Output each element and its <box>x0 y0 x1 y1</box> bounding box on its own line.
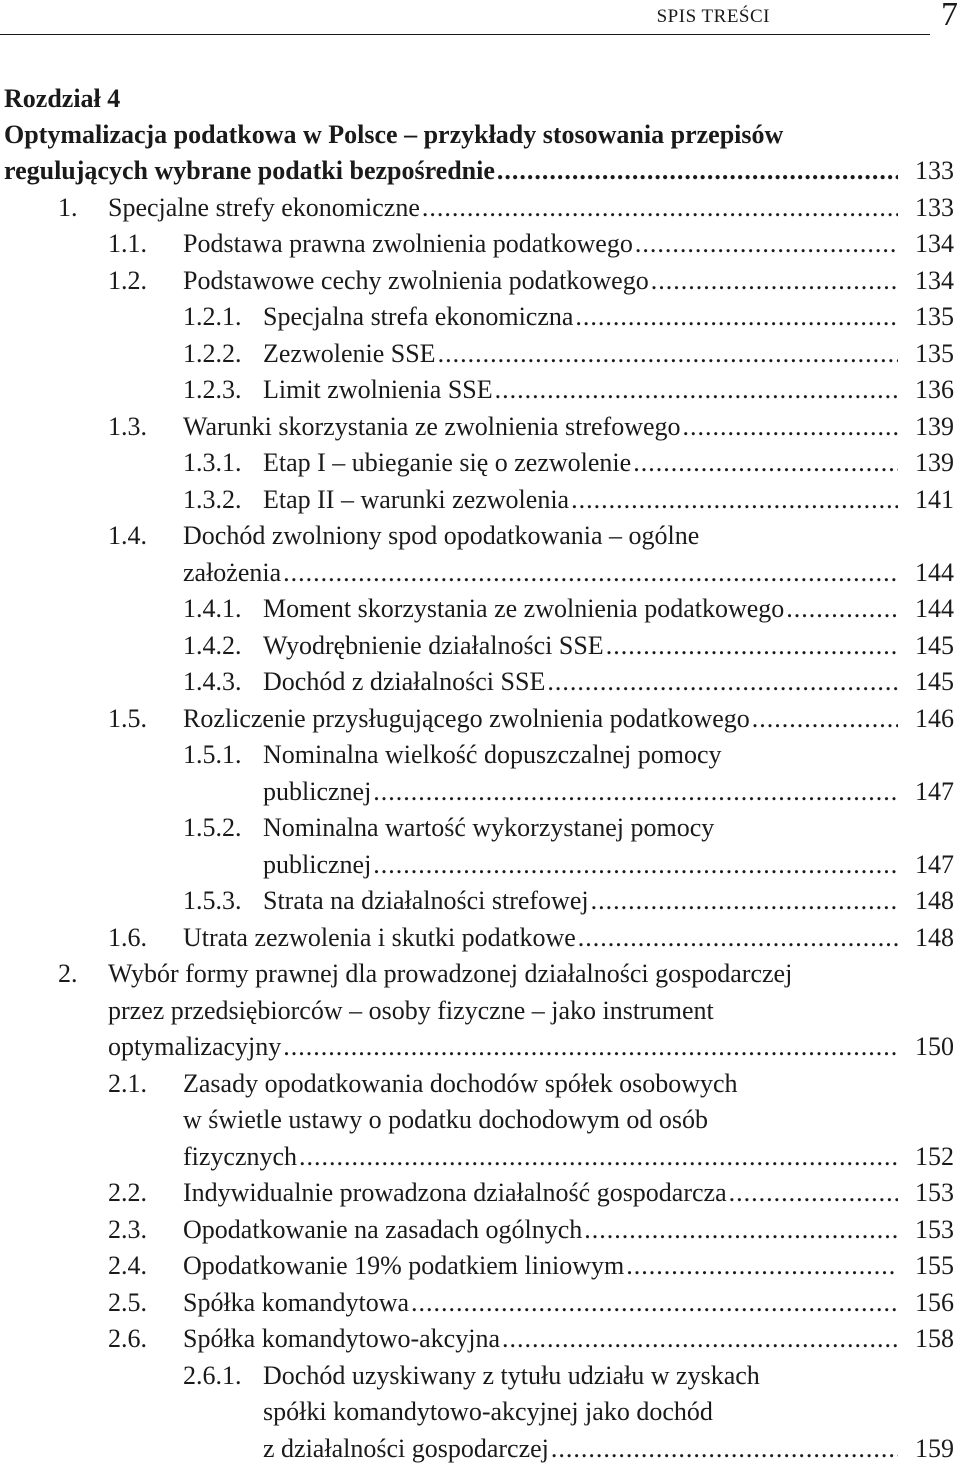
toc-entry-number: 1.1. <box>108 226 147 263</box>
dot-leader <box>575 299 898 336</box>
toc-entry-line <box>0 299 960 336</box>
toc-entry-page: 139 <box>902 445 960 482</box>
toc-entry-page: 133 <box>902 190 960 227</box>
toc-entry-line <box>0 920 960 957</box>
toc-entries <box>0 190 960 1467</box>
toc-entry <box>0 336 960 373</box>
toc-entry-line <box>0 1102 960 1139</box>
toc-entry-page: 141 <box>902 482 960 519</box>
dot-leader <box>411 1285 898 1322</box>
dot-leader <box>729 1175 898 1212</box>
toc-entry <box>0 591 960 628</box>
toc-entry <box>0 263 960 300</box>
toc-entry <box>0 190 960 227</box>
toc-entry-title: przez przedsiębiorców – osoby fizyczne – jako instrument <box>108 993 714 1030</box>
chapter-page: 133 <box>902 153 960 190</box>
toc-entry-number: 1.4.2. <box>183 628 242 665</box>
toc-entry-number: 1.2.1. <box>183 299 242 336</box>
toc-entry-title: Dochód z działalności SSE <box>263 664 545 701</box>
toc-entry-title: Opodatkowanie na zasadach ogólnych <box>183 1212 582 1249</box>
toc-entry-title: spółki komandytowo-akcyjnej jako dochód <box>263 1394 713 1431</box>
toc-entry-title: Utrata zezwolenia i skutki podatkowe <box>183 920 576 957</box>
toc-entry-page: 146 <box>902 701 960 738</box>
toc-entry <box>0 737 960 810</box>
dot-leader <box>606 628 898 665</box>
toc-entry-number: 1.5.2. <box>183 810 242 847</box>
toc-entry-number: 1.4. <box>108 518 147 555</box>
toc-entry-page: 148 <box>902 883 960 920</box>
toc-entry-line <box>0 409 960 446</box>
toc-entry-line <box>0 883 960 920</box>
toc-entry-page: 153 <box>902 1175 960 1212</box>
toc-entry-line <box>0 190 960 227</box>
toc-entry-line <box>0 1358 960 1395</box>
toc-entry-number: 2.6. <box>108 1321 147 1358</box>
dot-leader <box>651 263 898 300</box>
toc-entry-number: 2.1. <box>108 1066 147 1103</box>
dot-leader <box>422 190 898 227</box>
dot-leader <box>633 445 898 482</box>
toc-entry-title: Podstawowe cechy zwolnienia podatkowego <box>183 263 649 300</box>
toc-entry <box>0 1248 960 1285</box>
dot-leader <box>752 701 898 738</box>
toc-entry <box>0 445 960 482</box>
toc-entry-line <box>0 847 960 884</box>
toc-entry-page: 155 <box>902 1248 960 1285</box>
toc-entry-title: w świetle ustawy o podatku dochodowym od osób <box>183 1102 708 1139</box>
toc-entry-line <box>0 518 960 555</box>
toc-entry-line <box>0 591 960 628</box>
toc-entry <box>0 372 960 409</box>
toc-entry-title: Wyodrębnienie działalności SSE <box>263 628 604 665</box>
toc-entry-title: Spółka komandytowa <box>183 1285 409 1322</box>
toc-entry-line <box>0 1285 960 1322</box>
toc-entry <box>0 1066 960 1176</box>
toc-entry <box>0 956 960 1066</box>
toc-entry-title: Moment skorzystania ze zwolnienia podatkowego <box>263 591 784 628</box>
toc-entry-title: Zezwolenie SSE <box>263 336 436 373</box>
toc-entry-title: publicznej <box>263 847 371 884</box>
toc-entry <box>0 409 960 446</box>
toc-entry-line <box>0 555 960 592</box>
toc-entry-title: Dochód zwolniony spod opodatkowania – ogólne <box>183 518 699 555</box>
toc-entry <box>0 518 960 591</box>
toc-entry-page: 134 <box>902 226 960 263</box>
toc-entry-line <box>0 628 960 665</box>
toc-entry-title: Warunki skorzystania ze zwolnienia strefowego <box>183 409 681 446</box>
table-of-contents <box>0 81 960 1467</box>
toc-entry-line <box>0 1394 960 1431</box>
toc-entry-number: 2.2. <box>108 1175 147 1212</box>
toc-entry-title: Zasady opodatkowania dochodów spółek osobowych <box>183 1066 738 1103</box>
toc-entry-number: 1.3.1. <box>183 445 242 482</box>
chapter-title-row <box>0 153 960 190</box>
toc-entry-line <box>0 664 960 701</box>
toc-entry-line <box>0 1175 960 1212</box>
dot-leader <box>786 591 898 628</box>
dot-leader <box>502 1321 898 1358</box>
toc-entry-page: 145 <box>902 664 960 701</box>
toc-entry-page: 153 <box>902 1212 960 1249</box>
toc-entry-number: 2. <box>58 956 78 993</box>
toc-entry-title: publicznej <box>263 774 371 811</box>
dot-leader <box>591 883 898 920</box>
toc-entry-line <box>0 482 960 519</box>
toc-entry-line <box>0 263 960 300</box>
toc-entry-title: fizycznych <box>183 1139 297 1176</box>
dot-leader <box>626 1248 898 1285</box>
toc-entry-number: 2.3. <box>108 1212 147 1249</box>
toc-entry-line <box>0 1321 960 1358</box>
toc-entry-line <box>0 810 960 847</box>
page-number: 7 <box>941 0 958 34</box>
header-rule <box>0 34 930 35</box>
toc-entry-title: Nominalna wartość wykorzystanej pomocy <box>263 810 714 847</box>
toc-entry-title: optymalizacyjny <box>108 1029 281 1066</box>
toc-entry-title: Rozliczenie przysługującego zwolnienia podatkowego <box>183 701 750 738</box>
toc-entry-line <box>0 1212 960 1249</box>
toc-entry-number: 1.3. <box>108 409 147 446</box>
toc-entry <box>0 1321 960 1358</box>
toc-entry-number: 1.5.1. <box>183 737 242 774</box>
toc-entry-title: Limit zwolnienia SSE <box>263 372 493 409</box>
dot-leader <box>683 409 898 446</box>
toc-entry-line <box>0 1066 960 1103</box>
toc-entry <box>0 701 960 738</box>
toc-entry <box>0 482 960 519</box>
dot-leader <box>551 1431 898 1467</box>
toc-entry-page: 135 <box>902 299 960 336</box>
toc-entry-title: Wybór formy prawnej dla prowadzonej działalności gospodarczej <box>108 956 792 993</box>
toc-entry-title: Strata na działalności strefowej <box>263 883 589 920</box>
toc-entry-title: Dochód uzyskiwany z tytułu udziału w zyskach <box>263 1358 760 1395</box>
toc-entry-page: 134 <box>902 263 960 300</box>
toc-entry-line <box>0 774 960 811</box>
dot-leader <box>373 847 898 884</box>
toc-entry-number: 1.3.2. <box>183 482 242 519</box>
toc-entry-line <box>0 226 960 263</box>
toc-entry-title: Podstawa prawna zwolnienia podatkowego <box>183 226 633 263</box>
toc-entry-line <box>0 445 960 482</box>
page-header <box>0 0 960 44</box>
toc-entry-title: Specjalna strefa ekonomiczna <box>263 299 573 336</box>
toc-entry-page: 145 <box>902 628 960 665</box>
toc-entry-page: 147 <box>902 774 960 811</box>
toc-entry-page: 139 <box>902 409 960 446</box>
toc-entry-line <box>0 1029 960 1066</box>
toc-entry-page: 159 <box>902 1431 960 1467</box>
toc-entry-page: 152 <box>902 1139 960 1176</box>
toc-entry-title: założenia <box>183 555 281 592</box>
toc-entry-title: Etap I – ubieganie się o zezwolenie <box>263 445 631 482</box>
toc-entry-title: Opodatkowanie 19% podatkiem liniowym <box>183 1248 624 1285</box>
toc-entry <box>0 299 960 336</box>
toc-entry-line <box>0 1248 960 1285</box>
toc-entry-page: 158 <box>902 1321 960 1358</box>
toc-entry-title: Etap II – warunki zezwolenia <box>263 482 569 519</box>
toc-entry-number: 1.4.1. <box>183 591 242 628</box>
toc-entry <box>0 1212 960 1249</box>
toc-entry-number: 1.5. <box>108 701 147 738</box>
dot-leader <box>283 1029 898 1066</box>
toc-entry-line <box>0 1139 960 1176</box>
toc-entry <box>0 810 960 883</box>
dot-leader <box>584 1212 898 1249</box>
running-head: SPIS TREŚCI <box>657 6 770 28</box>
toc-entry-line <box>0 737 960 774</box>
toc-entry-page: 144 <box>902 591 960 628</box>
toc-entry-number: 1.2.3. <box>183 372 242 409</box>
dot-leader <box>373 774 898 811</box>
toc-entry <box>0 226 960 263</box>
toc-entry-title: Indywidualnie prowadzona działalność gospodarcza <box>183 1175 727 1212</box>
dot-leader <box>495 372 898 409</box>
toc-entry-line <box>0 701 960 738</box>
toc-entry-title: Spółka komandytowo-akcyjna <box>183 1321 500 1358</box>
chapter-title-line-1: Optymalizacja podatkowa w Polsce – przykłady stosowania przepisów <box>0 117 960 153</box>
toc-entry <box>0 1285 960 1322</box>
toc-entry-title: z działalności gospodarczej <box>263 1431 549 1467</box>
chapter-label: Rozdział 4 <box>0 81 960 117</box>
toc-entry <box>0 628 960 665</box>
dot-leader <box>283 555 898 592</box>
toc-entry <box>0 1175 960 1212</box>
toc-entry-number: 1.2. <box>108 263 147 300</box>
toc-entry-page: 156 <box>902 1285 960 1322</box>
dot-leader <box>571 482 898 519</box>
toc-entry-number: 1.5.3. <box>183 883 242 920</box>
toc-entry-number: 1.2.2. <box>183 336 242 373</box>
toc-entry-title: Specjalne strefy ekonomiczne <box>108 190 420 227</box>
toc-entry-page: 148 <box>902 920 960 957</box>
toc-entry-page: 136 <box>902 372 960 409</box>
dot-leader <box>438 336 898 373</box>
dot-leader <box>635 226 898 263</box>
toc-entry-page: 150 <box>902 1029 960 1066</box>
dot-leader <box>547 664 898 701</box>
toc-entry <box>0 920 960 957</box>
toc-entry-number: 2.4. <box>108 1248 147 1285</box>
toc-entry-number: 1. <box>58 190 78 227</box>
toc-entry-line <box>0 956 960 993</box>
toc-entry-number: 2.5. <box>108 1285 147 1322</box>
toc-entry <box>0 883 960 920</box>
dot-leader <box>497 153 898 190</box>
toc-entry-page: 144 <box>902 555 960 592</box>
dot-leader <box>578 920 898 957</box>
chapter-title-line-2: regulujących wybrane podatki bezpośrednie <box>4 153 495 190</box>
toc-entry <box>0 1358 960 1467</box>
toc-entry-title: Nominalna wielkość dopuszczalnej pomocy <box>263 737 721 774</box>
toc-entry-number: 1.4.3. <box>183 664 242 701</box>
toc-entry-line <box>0 1431 960 1467</box>
toc-entry-page: 147 <box>902 847 960 884</box>
toc-entry-line <box>0 336 960 373</box>
dot-leader <box>299 1139 898 1176</box>
toc-entry-number: 1.6. <box>108 920 147 957</box>
toc-entry-number: 2.6.1. <box>183 1358 242 1395</box>
toc-entry-line <box>0 993 960 1030</box>
toc-entry-line <box>0 372 960 409</box>
toc-entry-page: 135 <box>902 336 960 373</box>
toc-entry <box>0 664 960 701</box>
